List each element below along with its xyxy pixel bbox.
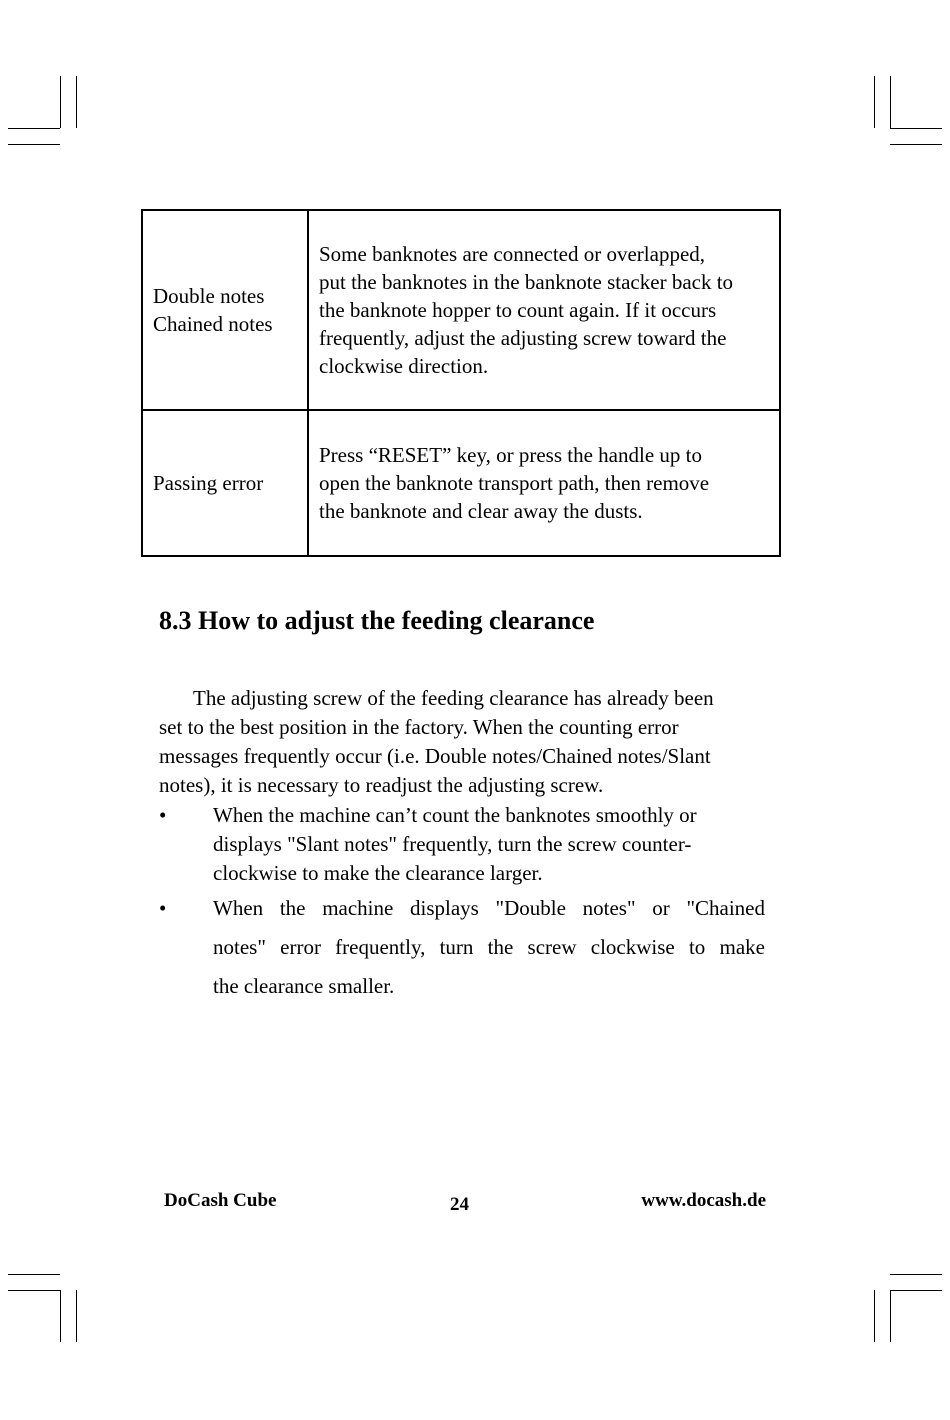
troubleshooting-table [141, 209, 781, 557]
bullet-line: displays "Slant notes" frequently, turn the screw counter- [213, 832, 692, 856]
remedy-line: frequently, adjust the adjusting screw toward the [319, 326, 727, 350]
paragraph-line: The adjusting screw of the feeding clearance has already been [193, 686, 714, 710]
crop-mark [60, 76, 61, 128]
error-name: Chained notes [153, 312, 273, 336]
error-name: Double notes [153, 284, 265, 308]
remedy-cell [308, 210, 780, 410]
bullet-dot-icon: • [159, 896, 167, 920]
paragraph-line: set to the best position in the factory. When the counting error [159, 715, 679, 739]
table-row [142, 210, 780, 410]
crop-mark [890, 128, 942, 129]
page-number: 24 [450, 1194, 469, 1215]
crop-mark [76, 76, 77, 128]
crop-mark [60, 1290, 61, 1342]
remedy-line: the banknote and clear away the dusts. [319, 499, 643, 523]
bullet-line: clockwise to make the clearance larger. [213, 861, 543, 885]
footer-website: www.docash.de [641, 1190, 766, 1211]
crop-mark [890, 1290, 891, 1342]
bullet-line: notes" error frequently, turn the screw clockwise to make [213, 935, 765, 959]
crop-mark [874, 76, 875, 128]
crop-mark [890, 1274, 942, 1275]
section-heading: 8.3 How to adjust the feeding clearance [159, 606, 595, 635]
bullet-text [213, 889, 765, 1006]
paragraph-line: messages frequently occur (i.e. Double notes/Chained notes/Slant [159, 744, 711, 768]
remedy-line: the banknote hopper to count again. If it occurs [319, 298, 717, 322]
paragraph-line: notes), it is necessary to readjust the adjusting screw. [159, 773, 604, 797]
body-paragraph [159, 684, 714, 800]
remedy-cell [308, 410, 780, 556]
bullet-line: When the machine displays "Double notes" or "Chained [213, 896, 765, 920]
error-cell [142, 410, 308, 556]
remedy-line: clockwise direction. [319, 354, 489, 378]
table-row [142, 410, 780, 556]
crop-mark [890, 1290, 942, 1291]
crop-mark [8, 1274, 60, 1275]
crop-mark [890, 76, 891, 128]
bullet-dot-icon: • [159, 803, 167, 827]
crop-mark [8, 144, 60, 145]
footer-product-name: DoCash Cube [164, 1190, 277, 1211]
crop-mark [890, 144, 942, 145]
remedy-line: Some banknotes are connected or overlapped, [319, 242, 706, 266]
crop-mark [76, 1290, 77, 1342]
remedy-line: Press “RESET” key, or press the handle up to [319, 443, 702, 467]
crop-mark [874, 1290, 875, 1342]
crop-mark [8, 128, 60, 129]
error-cell [142, 210, 308, 410]
bullet-line: the clearance smaller. [213, 974, 395, 998]
remedy-line: open the banknote transport path, then remove [319, 471, 710, 495]
bullet-line: When the machine can’t count the banknotes smoothly or [213, 803, 697, 827]
remedy-line: put the banknotes in the banknote stacker back to [319, 270, 734, 294]
bullet-text [213, 801, 765, 888]
crop-mark [8, 1290, 60, 1291]
error-name: Passing error [153, 471, 264, 495]
